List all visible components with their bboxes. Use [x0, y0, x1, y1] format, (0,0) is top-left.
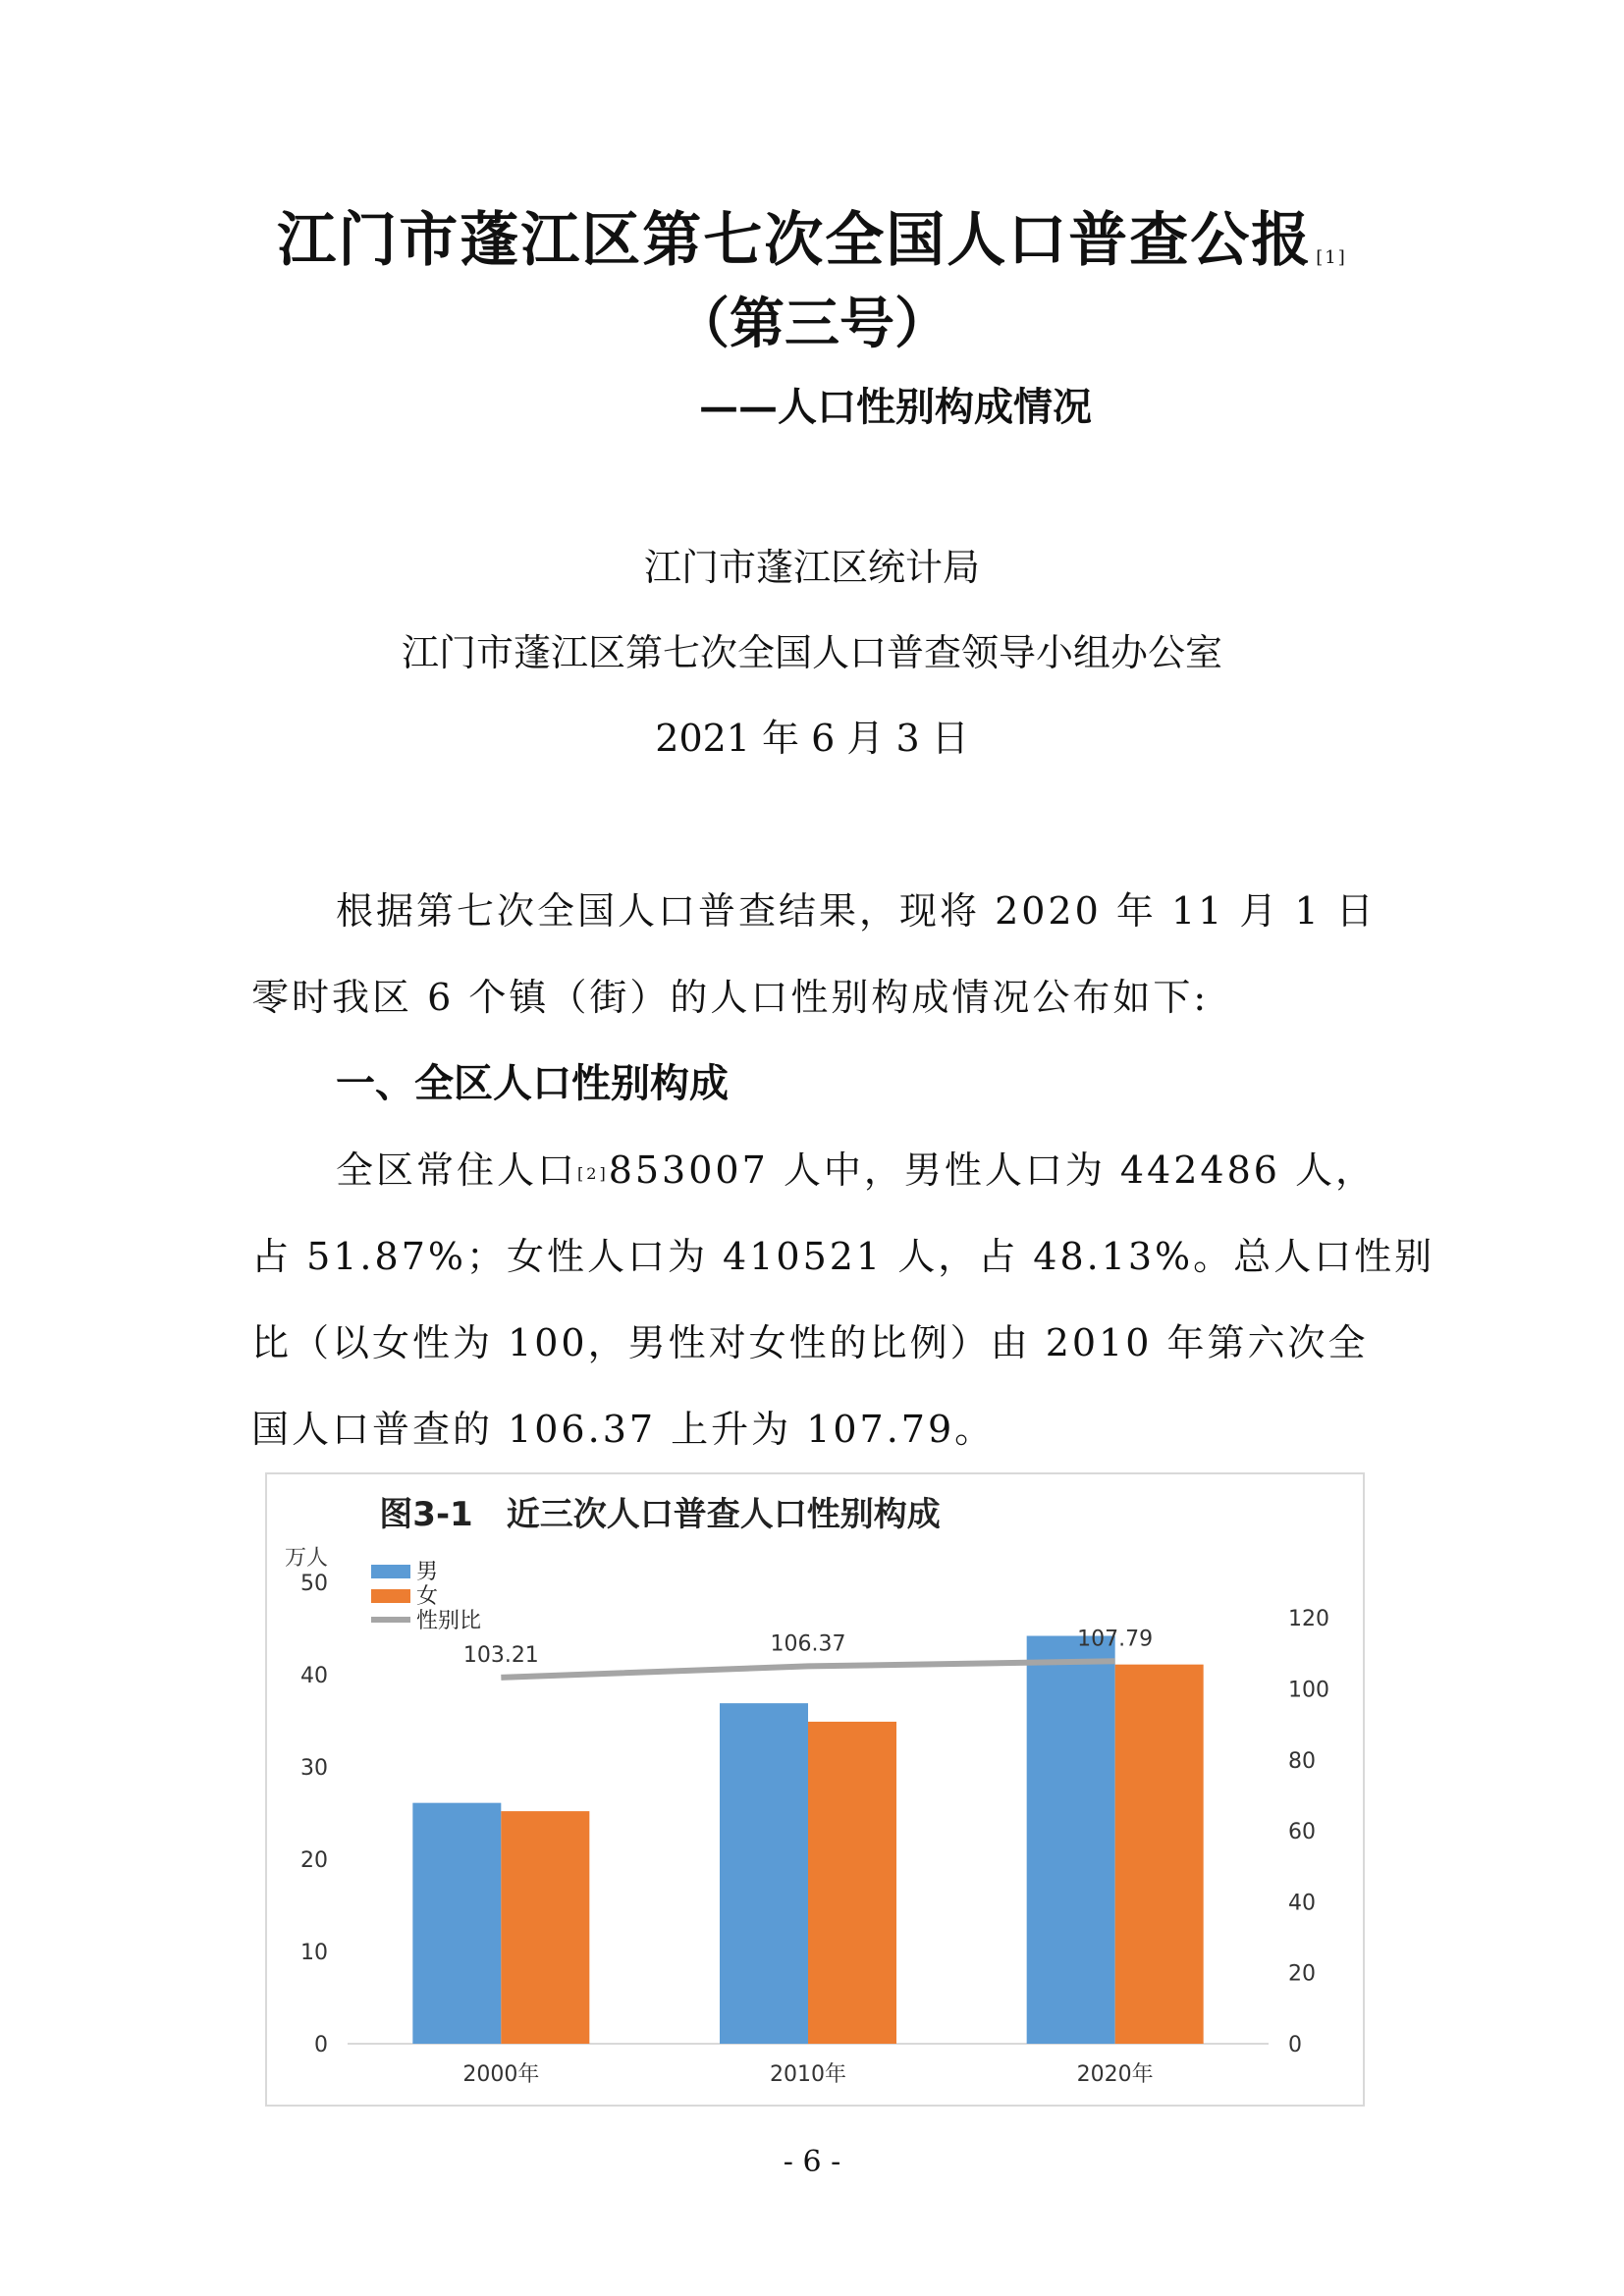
x-tick-label: 2020年 — [1076, 2062, 1154, 2087]
y2-tick-label: 120 — [1288, 1607, 1329, 1632]
legend-label-male: 男 — [416, 1560, 439, 1584]
issuer-org-1: 江门市蓬江区统计局 — [643, 546, 980, 589]
sex-ratio-line — [501, 1661, 1114, 1678]
bar-female-2000年 — [501, 1811, 589, 2044]
para1-line1: 根据第七次全国人口普查结果，现将 2020 年 11 月 1 日 — [336, 889, 1377, 933]
chart-title: 图3-1 近三次人口普查人口性别构成 — [379, 1495, 941, 1534]
para2-line4: 国人口普查的 106.37 上升为 107.79。 — [251, 1408, 996, 1451]
sex-ratio-label: 103.21 — [462, 1642, 539, 1668]
y-tick-label: 10 — [300, 1941, 328, 1965]
y2-tick-label: 60 — [1288, 1820, 1316, 1845]
legend-label-sex-ratio: 性别比 — [416, 1609, 482, 1633]
bar-male-2000年 — [412, 1803, 501, 2044]
legend-swatch-female — [371, 1589, 410, 1603]
y-tick-label: 40 — [300, 1664, 328, 1688]
y-tick-label: 30 — [300, 1756, 328, 1781]
footnote-marker-2: [2] — [577, 1164, 609, 1183]
bar-female-2010年 — [808, 1722, 896, 2044]
y2-tick-label: 40 — [1288, 1891, 1316, 1916]
y2-tick-label: 80 — [1288, 1748, 1316, 1774]
page-number: - 6 - — [783, 2145, 841, 2179]
chart-left-axis-ticks — [300, 1572, 328, 2057]
bar-female-2020年 — [1115, 1665, 1204, 2044]
legend-label-female: 女 — [416, 1584, 439, 1609]
chart-x-axis-ticks — [462, 2062, 1153, 2087]
y2-tick-label: 20 — [1288, 1961, 1316, 1987]
y-tick-label: 0 — [314, 2033, 328, 2057]
para1-line2: 零时我区 6 个镇（街）的人口性别构成情况公布如下: — [251, 976, 1210, 1019]
sex-ratio-label: 106.37 — [770, 1631, 846, 1657]
document-subtitle: （第三号） — [675, 292, 949, 356]
x-tick-label: 2010年 — [770, 2062, 846, 2087]
title-footnote-marker: [1] — [1316, 247, 1347, 268]
chart-legend — [371, 1560, 481, 1633]
chart-y-axis-unit: 万人 — [284, 1546, 329, 1571]
population-sex-chart — [265, 1472, 1365, 2107]
para2-line1: 全区常住人口[2]853007 人中，男性人口为 442486 人， — [336, 1148, 1377, 1192]
section1-heading: 一、全区人口性别构成 — [336, 1061, 729, 1106]
y2-tick-label: 0 — [1288, 2033, 1302, 2057]
issuer-org-2: 江门市蓬江区第七次全国人口普查领导小组办公室 — [401, 631, 1222, 674]
document-title: 江门市蓬江区第七次全国人口普查公报 [1] — [277, 206, 1347, 275]
legend-swatch-male — [371, 1565, 410, 1578]
chart-right-axis-ticks — [1288, 1607, 1329, 2057]
bar-male-2010年 — [720, 1703, 808, 2044]
y2-tick-label: 100 — [1288, 1678, 1329, 1703]
chart-canvas — [267, 1474, 1363, 2105]
bar-male-2020年 — [1027, 1636, 1115, 2044]
issue-date: 2021 年 6 月 3 日 — [655, 717, 969, 760]
x-tick-label: 2000年 — [462, 2062, 540, 2087]
para2-line3: 比（以女性为 100，男性对女性的比例）由 2010 年第六次全 — [251, 1321, 1369, 1364]
y-tick-label: 20 — [300, 1848, 328, 1873]
document-topic: ——人口性别构成情况 — [699, 384, 1092, 430]
para2-line2: 占 51.87%；女性人口为 410521 人，占 48.13%。总人口性别 — [251, 1235, 1435, 1278]
chart-bars — [412, 1636, 1203, 2044]
sex-ratio-label: 107.79 — [1077, 1627, 1154, 1652]
y-tick-label: 50 — [300, 1572, 328, 1596]
